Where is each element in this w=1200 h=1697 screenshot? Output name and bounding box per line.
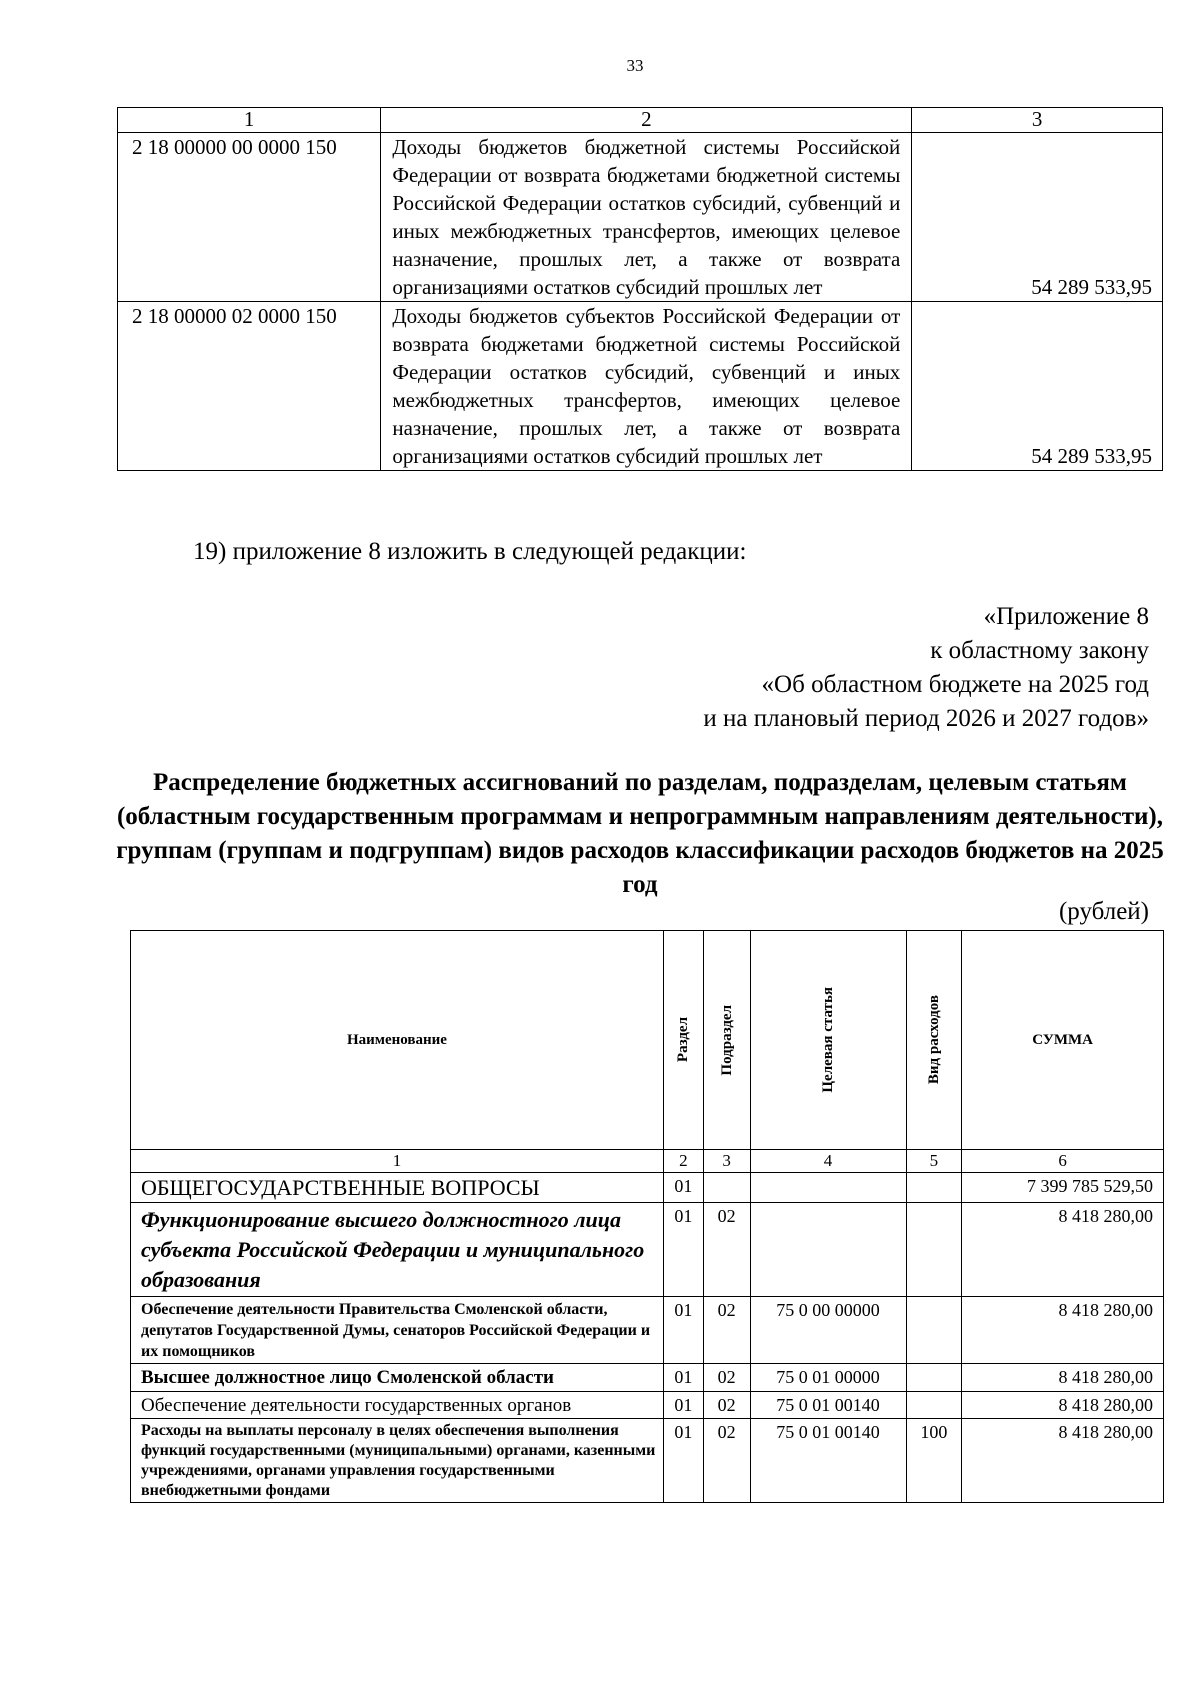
row-subsection (703, 1173, 750, 1203)
row-sum: 8 418 280,00 (962, 1419, 1164, 1503)
row-expense-type (906, 1392, 962, 1419)
budget-allocation-table (130, 930, 1164, 1503)
header-target (750, 931, 906, 1150)
row-sum: 7 399 785 529,50 (962, 1173, 1164, 1203)
header-expense-type-label: Вид расходов (925, 995, 942, 1085)
table-row (131, 1364, 1164, 1392)
document-title: Распределение бюджетных ассигнований по разделам, подразделам, целевым статьям (областным государственным программам и непрограммным направлениям деятельности), группам (группам и подгруппам) видов расходов классификации расходов бюджетов на 2025 год (116, 769, 1164, 898)
appendix-line: «Приложение 8 (983, 603, 1149, 630)
row-name: ОБЩЕГОСУДАРСТВЕННЫЕ ВОПРОСЫ (131, 1173, 664, 1203)
row-expense-type (906, 1203, 962, 1297)
row-expense-type (906, 1364, 962, 1392)
col-number: 5 (906, 1150, 962, 1173)
row-subsection: 02 (703, 1419, 750, 1503)
row-name: Высшее должностное лицо Смоленской области (131, 1364, 664, 1392)
row-sum: 8 418 280,00 (962, 1364, 1164, 1392)
header-expense-type (906, 931, 962, 1150)
table-header-row (131, 931, 1164, 1150)
header-section (663, 931, 703, 1150)
row-name: Функционирование высшего должностного лица субъекта Российской Федерации и муниципального образования (131, 1203, 664, 1297)
row-target: 75 0 01 00000 (750, 1364, 906, 1392)
table-row (118, 302, 1163, 471)
row-expense-type (906, 1297, 962, 1364)
row-target (750, 1173, 906, 1203)
col-number: 6 (962, 1150, 1164, 1173)
revenue-table (117, 107, 1163, 471)
col-number: 3 (703, 1150, 750, 1173)
appendix-line: и на плановый период 2026 и 2027 годов» (703, 705, 1149, 732)
row-section: 01 (663, 1297, 703, 1364)
col-number: 1 (131, 1150, 664, 1173)
row-code: 2 18 00000 02 0000 150 (118, 302, 381, 471)
header-col-2: 2 (381, 108, 912, 133)
amendment-point: 19) приложение 8 изложить в следующей редакции: (193, 538, 747, 565)
table-row (131, 1297, 1164, 1364)
table-header-row (118, 108, 1163, 133)
header-col-1: 1 (118, 108, 381, 133)
row-amount: 54 289 533,95 (912, 133, 1163, 302)
row-sum: 8 418 280,00 (962, 1392, 1164, 1419)
row-section: 01 (663, 1364, 703, 1392)
row-subsection: 02 (703, 1203, 750, 1297)
header-target-label: Целевая статья (820, 987, 836, 1093)
row-target: 75 0 01 00140 (750, 1419, 906, 1503)
appendix-line: к областному закону (930, 637, 1149, 664)
row-section: 01 (663, 1419, 703, 1503)
row-name: Обеспечение деятельности государственных органов (131, 1392, 664, 1419)
table-row (118, 133, 1163, 302)
page-number: 33 (626, 56, 644, 75)
appendix-line: «Об областном бюджете на 2025 год (761, 671, 1149, 698)
row-target: 75 0 00 00000 (750, 1297, 906, 1364)
table-row (131, 1173, 1164, 1203)
row-section: 01 (663, 1203, 703, 1297)
header-sum: СУММА (962, 931, 1164, 1150)
table-row (131, 1392, 1164, 1419)
units-label: (рублей) (1058, 898, 1149, 925)
row-target (750, 1203, 906, 1297)
row-name: Расходы на выплаты персоналу в целях обеспечения выполнения функций государственными (муниципальными) органами, казенными учреждениями, органами управления государственными внебюджетными фондами (131, 1419, 664, 1503)
row-name: Обеспечение деятельности Правительства Смоленской области, депутатов Государственной Думы, сенаторов Российской Федерации и их помощников (131, 1297, 664, 1364)
row-subsection: 02 (703, 1297, 750, 1364)
row-target: 75 0 01 00140 (750, 1392, 906, 1419)
row-subsection: 02 (703, 1364, 750, 1392)
row-code: 2 18 00000 00 0000 150 (118, 133, 381, 302)
table-row (131, 1419, 1164, 1503)
row-section: 01 (663, 1173, 703, 1203)
row-expense-type: 100 (906, 1419, 962, 1503)
row-amount: 54 289 533,95 (912, 302, 1163, 471)
header-subsection-label: Подраздел (718, 1004, 735, 1076)
col-number: 2 (663, 1150, 703, 1173)
row-sum: 8 418 280,00 (962, 1297, 1164, 1364)
col-number: 4 (750, 1150, 906, 1173)
header-section-label: Раздел (675, 1017, 692, 1063)
header-col-3: 3 (912, 108, 1163, 133)
row-subsection: 02 (703, 1392, 750, 1419)
row-section: 01 (663, 1392, 703, 1419)
header-subsection (703, 931, 750, 1150)
row-description: Доходы бюджетов бюджетной системы Российской Федерации от возврата бюджетами бюджетной системы Российской Федерации остатков субсидий, субвенций и иных межбюджетных трансфертов, имеющих целевое назначение, прошлых лет, а также от возврата организациями остатков субсидий прошлых лет (381, 133, 912, 302)
row-description: Доходы бюджетов субъектов Российской Федерации от возврата бюджетами бюджетной системы Российской Федерации остатков субсидий, субвенций и иных межбюджетных трансфертов, имеющих целевое назначение, прошлых лет, а также от возврата организациями остатков субсидий прошлых лет (381, 302, 912, 471)
header-name: Наименование (131, 931, 664, 1150)
row-sum: 8 418 280,00 (962, 1203, 1164, 1297)
table-row (131, 1203, 1164, 1297)
row-expense-type (906, 1173, 962, 1203)
column-number-row (131, 1150, 1164, 1173)
appendix-reference (449, 600, 1149, 736)
